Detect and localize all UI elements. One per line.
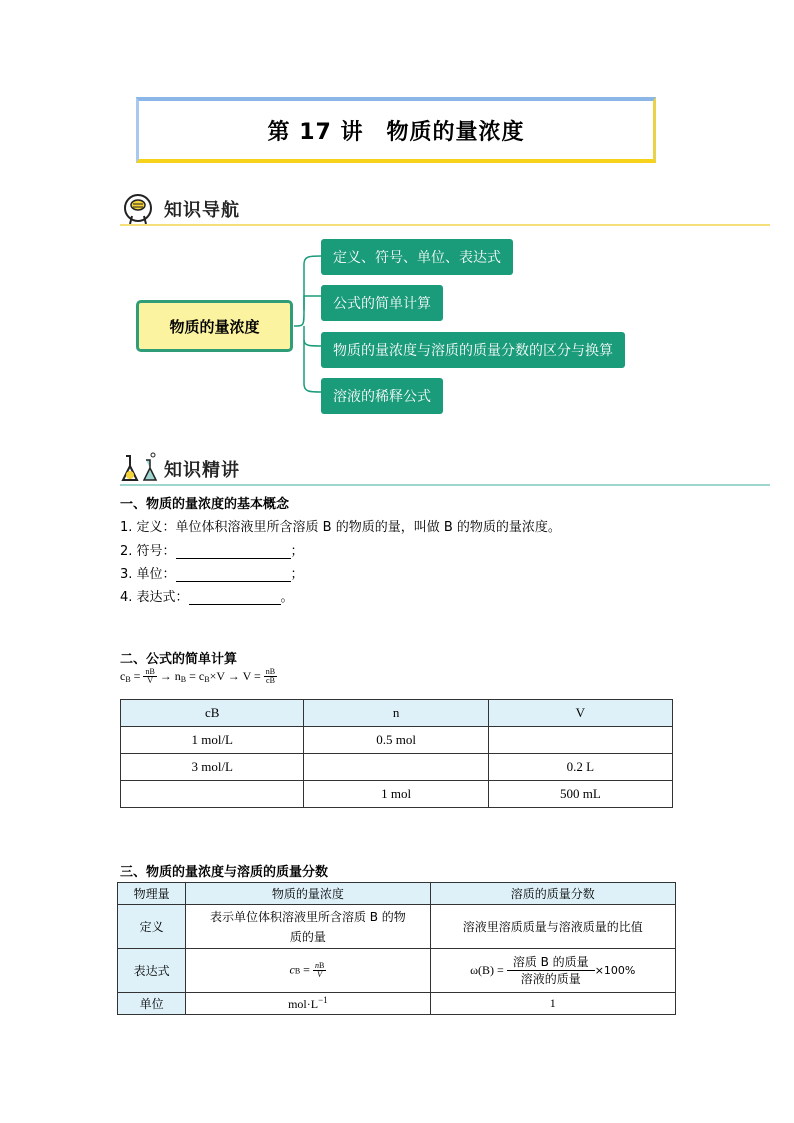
table-row — [121, 754, 673, 781]
table-cell: 1 mol — [304, 781, 488, 808]
table-cell: 3 mol/L — [121, 754, 304, 781]
table-cell — [121, 781, 304, 808]
header-cell: 物质的量浓度 — [186, 883, 430, 905]
symbol-line — [120, 540, 304, 559]
fraction-n-over-c: $\frac{nB}{cB}$ — [265, 667, 276, 685]
fraction-n-over-v: $\frac{nB}{V}$ — [314, 961, 325, 979]
table-cell: 0.2 L — [488, 754, 672, 781]
formula-line: c B = $\frac{nB}{V}$ → n B = c B ×V → V = $\frac{nB}{cB}$ — [120, 667, 276, 685]
expression-cell: ω(B) = $\frac{\text{溶质 B 的质量}}{\text{溶液的质量}}$ ×100% — [430, 949, 675, 993]
fraction-n-over-v: $\frac{nB}{V}$ — [145, 667, 155, 685]
mass-fraction: $\frac{\text{溶质 B 的质量}}{\text{溶液的质量}}$ — [507, 956, 595, 985]
table-header-row — [121, 700, 673, 727]
mindmap-root: 物质的量浓度 — [136, 300, 293, 352]
expression-line — [120, 586, 294, 605]
expression-cell: cB = $\frac{nB}{V}$ — [186, 949, 430, 993]
table-header-row — [118, 883, 676, 905]
table-row-unit — [118, 993, 676, 1015]
table-cell — [304, 754, 488, 781]
section-title-lecture: 知识精讲 — [164, 460, 240, 481]
unit-line — [120, 563, 304, 582]
expression-label: 4. 表达式： — [120, 590, 189, 605]
expression-end: 。 — [280, 590, 294, 605]
table-row — [121, 727, 673, 754]
row-label: 表达式 — [118, 949, 186, 993]
unit-blank — [176, 567, 291, 582]
part1-heading: 一、物质的量浓度的基本概念 — [120, 497, 290, 512]
comparison-table — [117, 882, 676, 1015]
table-row-definition — [118, 905, 676, 949]
section-divider — [120, 484, 770, 486]
definition-line: 1. 定义：单位体积溶液里所含溶质 B 的物质的量，叫做 B 的物质的量浓度。 — [120, 520, 561, 535]
title-banner — [136, 97, 656, 163]
symbol-end: ； — [290, 544, 304, 559]
part3-heading: 三、物质的量浓度与溶质的质量分数 — [120, 865, 329, 880]
header-cell: n — [304, 700, 488, 727]
unit-end: ； — [290, 567, 304, 582]
table-cell — [488, 727, 672, 754]
header-cell: V — [488, 700, 672, 727]
mindmap-node: 溶液的稀释公式 — [321, 378, 443, 414]
header-cell: cB — [121, 700, 304, 727]
calc-table — [120, 699, 673, 808]
section-title-nav: 知识导航 — [164, 200, 240, 221]
symbol-blank — [176, 544, 291, 559]
unit-label: 3. 单位： — [120, 567, 176, 582]
table-cell: 1 mol/L — [121, 727, 304, 754]
row-label: 单位 — [118, 993, 186, 1015]
section-divider — [120, 224, 770, 226]
table-cell: 表示单位体积溶液里所含溶质 B 的物质的量 — [186, 905, 430, 949]
table-row — [121, 781, 673, 808]
symbol-label: 2. 符号： — [120, 544, 176, 559]
table-cell: 溶液里溶质质量与溶液质量的比值 — [430, 905, 675, 949]
mindmap-node: 定义、符号、单位、表达式 — [321, 239, 513, 275]
page-title: 第 17 讲 物质的量浓度 — [267, 119, 525, 145]
table-cell: 500 mL — [488, 781, 672, 808]
table-cell: 0.5 mol — [304, 727, 488, 754]
table-cell: $mol\cdot L^{-1}$ — [186, 993, 430, 1015]
section-header-lecture — [120, 452, 770, 488]
header-cell: 物理量 — [118, 883, 186, 905]
mindmap-node: 公式的简单计算 — [321, 285, 443, 321]
header-cell: 溶质的质量分数 — [430, 883, 675, 905]
table-row-expression — [118, 949, 676, 993]
mindmap-node: 物质的量浓度与溶质的质量分数的区分与换算 — [321, 332, 625, 368]
brain-head-icon — [120, 192, 156, 226]
flask-icon — [120, 450, 160, 486]
expression-blank — [189, 590, 281, 605]
section-header-nav — [120, 192, 770, 228]
row-label: 定义 — [118, 905, 186, 949]
table-cell: 1 — [430, 993, 675, 1015]
part2-heading: 二、公式的简单计算 — [120, 652, 238, 667]
